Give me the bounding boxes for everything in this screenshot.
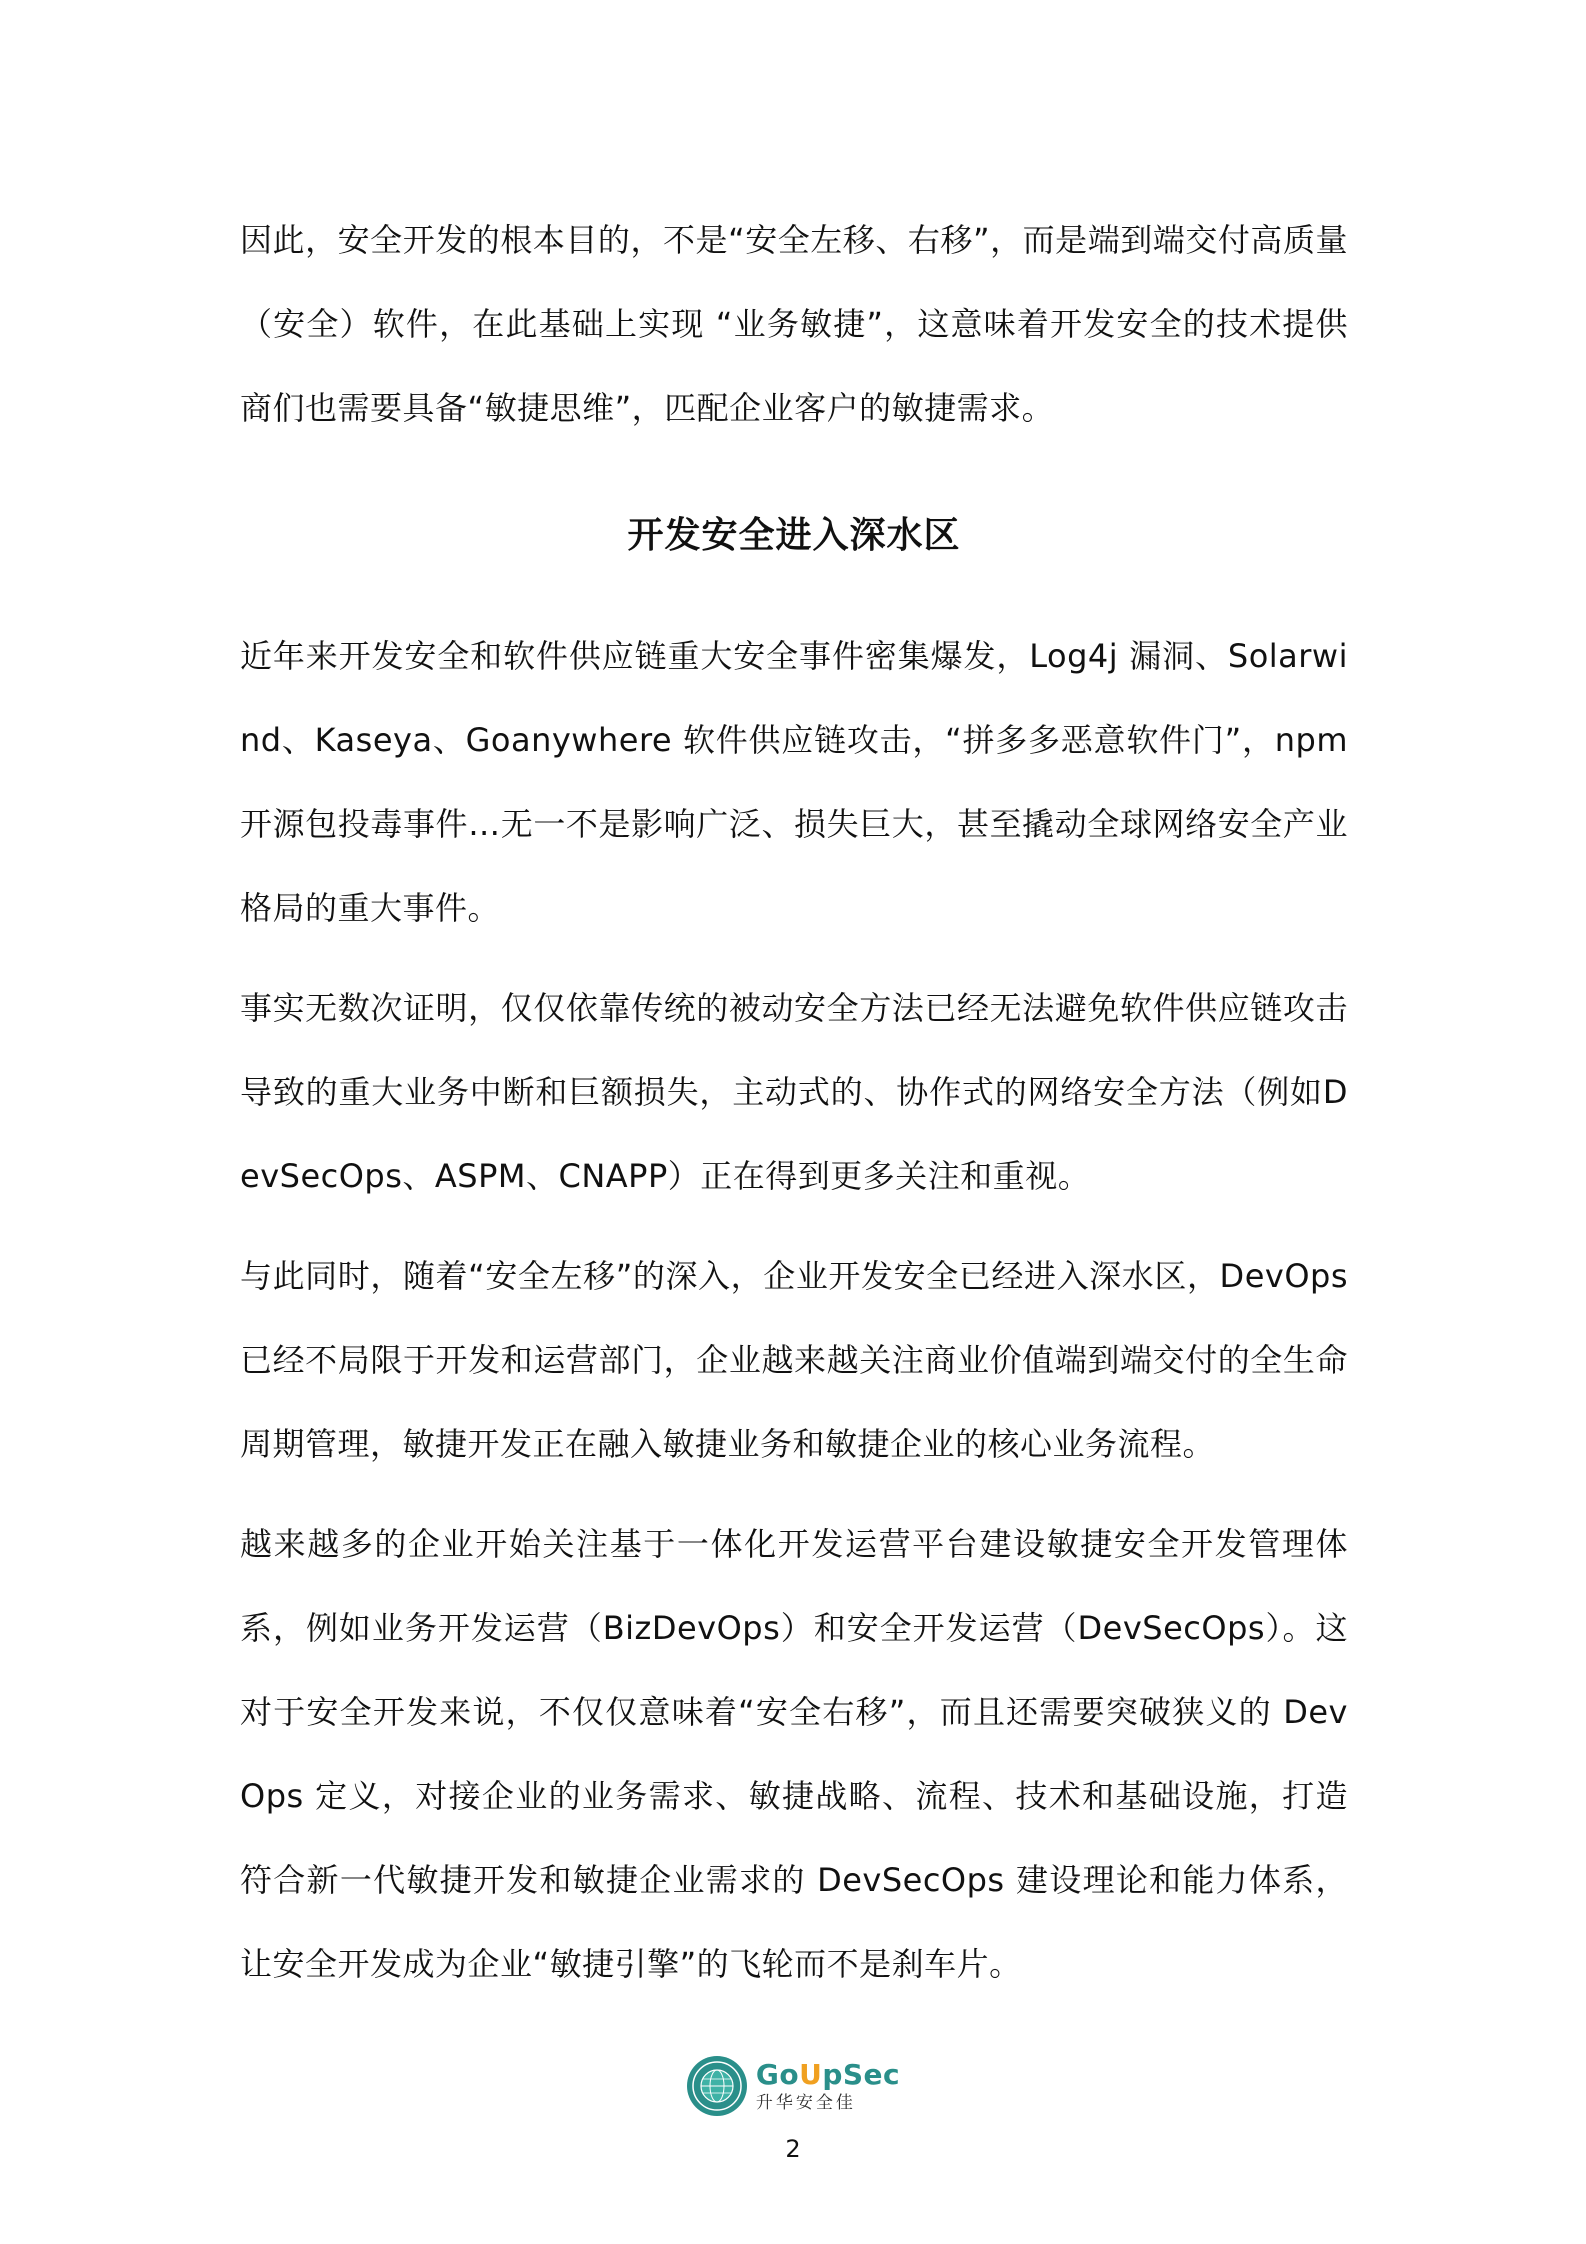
page-content (240, 198, 1348, 2022)
logo-name-part1: Go (755, 2057, 800, 2091)
logo-subtitle: 升华安全佳 (755, 2092, 856, 2113)
logo-name-part3: pSec (822, 2057, 901, 2091)
section-paragraph-4: 越来越多的企业开始关注基于一体化开发运营平台建设敏捷安全开发管理体系，例如业务开发运营（BizDevOps）和安全开发运营（DevSecOps）。这对于安全开发来说，不仅仅意味着“安全右移”，而且还需要突破狭义的 DevOps 定义，对接企业的业务需求、敏捷战略、流程、技术和基础设施，打造符合新一代敏捷开发和敏捷企业需求的 DevSecOps 建设理论和能力体系，让安全开发成为企业“敏捷引擎”的飞轮而不是刹车片。 (240, 1525, 1348, 1983)
section-paragraph-3: 与此同时，随着“安全左移”的深入，企业开发安全已经进入深水区，DevOps已经不局限于开发和运营部门，企业越来越关注商业价值端到端交付的全生命周期管理，敏捷开发正在融入敏捷业务和敏捷企业的核心业务流程。 (240, 1257, 1348, 1463)
logo-name-part2: U (799, 2057, 823, 2091)
section-paragraph-2: 事实无数次证明，仅仅依靠传统的被动安全方法已经无法避免软件供应链攻击导致的重大业务中断和巨额损失，主动式的、协作式的网络安全方法（例如DevSecOps、ASPM、CNAPP）正在得到更多关注和重视。 (240, 989, 1348, 1195)
section-heading: 开发安全进入深水区 (627, 515, 961, 556)
intro-paragraph: 因此，安全开发的根本目的，不是“安全左移、右移”，而是端到端交付高质量（安全）软件，在此基础上实现 “业务敏捷”，这意味着开发安全的技术提供商们也需要具备“敏捷思维”，匹配企业客户的敏捷需求。 (240, 221, 1348, 427)
section-paragraph-1: 近年来开发安全和软件供应链重大安全事件密集爆发，Log4j 漏洞、Solarwind、Kaseya、Goanywhere 软件供应链攻击，“拼多多恶意软件门”，npm 开源包投毒事件…无一不是影响广泛、损失巨大，甚至撬动全球网络安全产业格局的重大事件。 (240, 637, 1348, 927)
logo-name (755, 2057, 901, 2091)
globe-seal-icon (686, 2055, 748, 2117)
logo-brand (755, 2057, 901, 2113)
page-footer (0, 2055, 1586, 2163)
page-number: 2 (785, 2135, 801, 2163)
goupsec-logo (686, 2055, 900, 2117)
